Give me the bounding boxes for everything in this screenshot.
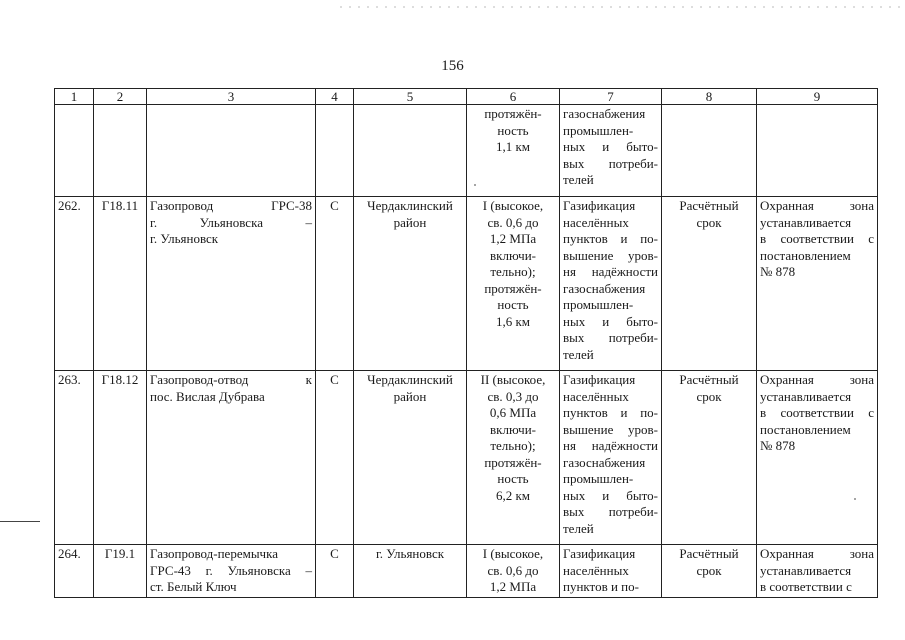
cell-line: вышение уров- [563,421,658,437]
cell-line: вых потреби- [563,155,658,171]
cell-line: промышлен- [563,122,634,138]
cell-line: включи- [490,247,536,263]
cell-line: газоснабжения [563,106,646,121]
cell-line: I (высокое, [482,198,544,213]
cell-line: ных и быто- [563,139,658,154]
cell-line: протяжён- [484,454,542,470]
object-name [147,197,316,371]
object-parameters [467,371,560,545]
cell-line: Охранная зона [760,198,874,213]
object-note [757,105,878,197]
cell-line: пос. Вислая Дубрава [150,388,265,404]
cell-line: населённых [563,388,629,404]
cell-line: Охранная зона [760,546,874,561]
table-row [55,197,878,371]
row-number: 263. [55,371,94,545]
object-parameters [467,545,560,598]
gas-pipeline-table [54,88,878,598]
implementation-term [662,545,757,598]
object-code [94,105,147,197]
cell-line: Газификация [563,198,636,213]
object-purpose [560,105,662,197]
cell-line: телей [563,346,594,362]
object-name [147,105,316,197]
implementation-term [662,371,757,545]
cell-line: протяжён- [484,106,542,121]
cell-line: населённых [563,214,629,230]
cell-line: вышение уров- [563,247,658,263]
margin-mark [0,521,40,522]
page-number: 156 [441,58,464,74]
cell-line: устанавливается [760,388,852,404]
cell-line: тельно); [490,264,536,279]
column-number: 4 [316,89,354,105]
object-purpose [560,371,662,545]
column-number: 7 [560,89,662,105]
cell-line: Расчётный [679,372,739,387]
cell-line: газоснабжения [563,280,646,296]
cell-line: включи- [490,421,536,437]
object-note [757,371,878,545]
cell-line: срок [696,562,722,578]
cell-line: ность [497,122,529,138]
object-name [147,371,316,545]
row-number: 262. [55,197,94,371]
cell-line: населённых [563,562,629,578]
cell-line: протяжён- [484,280,542,296]
cell-line: промышлен- [563,471,634,486]
cell-line: в соответствии с [760,405,874,420]
cell-line: Газификация [563,546,636,561]
cell-line: ня надёжности [563,438,658,453]
cell-line: 1,2 МПа [489,231,537,246]
cell-line: телей [563,172,594,187]
cell-line: ность [497,471,529,486]
column-number-row [55,89,878,105]
cell-line: Газопровод-перемычка [150,546,278,561]
cell-line: Расчётный [679,546,739,561]
cell-line: св. 0,6 до [487,562,539,578]
cell-line: 6,2 км [495,487,531,503]
cell-line: № 878 [760,438,796,453]
table-row [55,371,878,545]
cell-line: срок [696,388,722,404]
cell-line: ность [497,297,529,312]
column-number: 6 [467,89,560,105]
cell-line: ня надёжности [563,264,658,279]
column-number: 9 [757,89,878,105]
cell-line: Расчётный [679,198,739,213]
object-location [354,105,467,197]
implementation-term [662,105,757,197]
cell-line: в соответствии с [760,579,852,594]
cell-line: II (высокое, [480,372,546,387]
column-number: 1 [55,89,94,105]
cell-line: св. 0,6 до [487,214,539,230]
scan-artifact [340,6,900,8]
cell-line: Газопровод ГРС-38 [150,198,312,213]
cell-line: г. Ульяновска – [150,214,312,230]
cell-line: ных и быто- [563,313,658,329]
column-number: 3 [147,89,316,105]
object-note [757,545,878,598]
object-name [147,545,316,598]
cell-line: вых потреби- [563,330,658,345]
cell-line: тельно); [490,438,536,453]
cell-line: срок [696,214,722,230]
column-number: 2 [94,89,147,105]
object-purpose [560,197,662,371]
object-note [757,197,878,371]
column-number: 8 [662,89,757,105]
object-purpose [560,545,662,598]
cell-line: Газопровод-отвод к [150,372,312,387]
cell-line: г. Ульяновск [150,231,219,246]
object-code: Г18.11 [94,197,147,371]
implementation-term [662,197,757,371]
table-row [55,105,878,197]
table-row [55,545,878,598]
cell-line: промышлен- [563,297,634,312]
cell-line: 1,1 км [495,139,531,154]
cell-line: ст. Белый Ключ [150,579,237,594]
cell-line: пунктов и по- [563,405,658,420]
column-number: 5 [354,89,467,105]
cell-line: телей [563,520,594,536]
object-parameters [467,105,560,197]
cell-line: № 878 [760,264,796,279]
cell-line: I (высокое, [482,546,544,561]
cell-line: устанавливается [760,562,852,578]
cell-line: постановлением [760,421,851,437]
object-status: С [316,545,354,598]
object-location: г. Ульяновск [354,545,467,598]
cell-line: пунктов и по- [563,231,658,246]
cell-line: устанавливается [760,214,852,230]
object-location: Чердаклинский район [354,197,467,371]
cell-line: 1,2 МПа [489,579,537,594]
cell-line: Газификация [563,372,636,387]
cell-line: постановлением [760,247,851,263]
cell-line: св. 0,3 до [487,388,539,404]
cell-line: пунктов и по- [563,579,639,594]
object-parameters [467,197,560,371]
cell-line: в соответствии с [760,231,874,246]
object-code: Г18.12 [94,371,147,545]
cell-line: 0,6 МПа [489,405,537,420]
cell-line: вых потреби- [563,504,658,519]
object-status: С [316,371,354,545]
cell-line: 1,6 км [495,313,531,329]
object-status [316,105,354,197]
cell-line: газоснабжения [563,454,646,470]
row-number: 264. [55,545,94,598]
object-code: Г19.1 [94,545,147,598]
object-location: Чердаклинский район [354,371,467,545]
row-number [55,105,94,197]
object-status: С [316,197,354,371]
cell-line: ГРС-43 г. Ульяновска – [150,562,312,578]
cell-line: ных и быто- [563,487,658,503]
cell-line: Охранная зона [760,372,874,387]
